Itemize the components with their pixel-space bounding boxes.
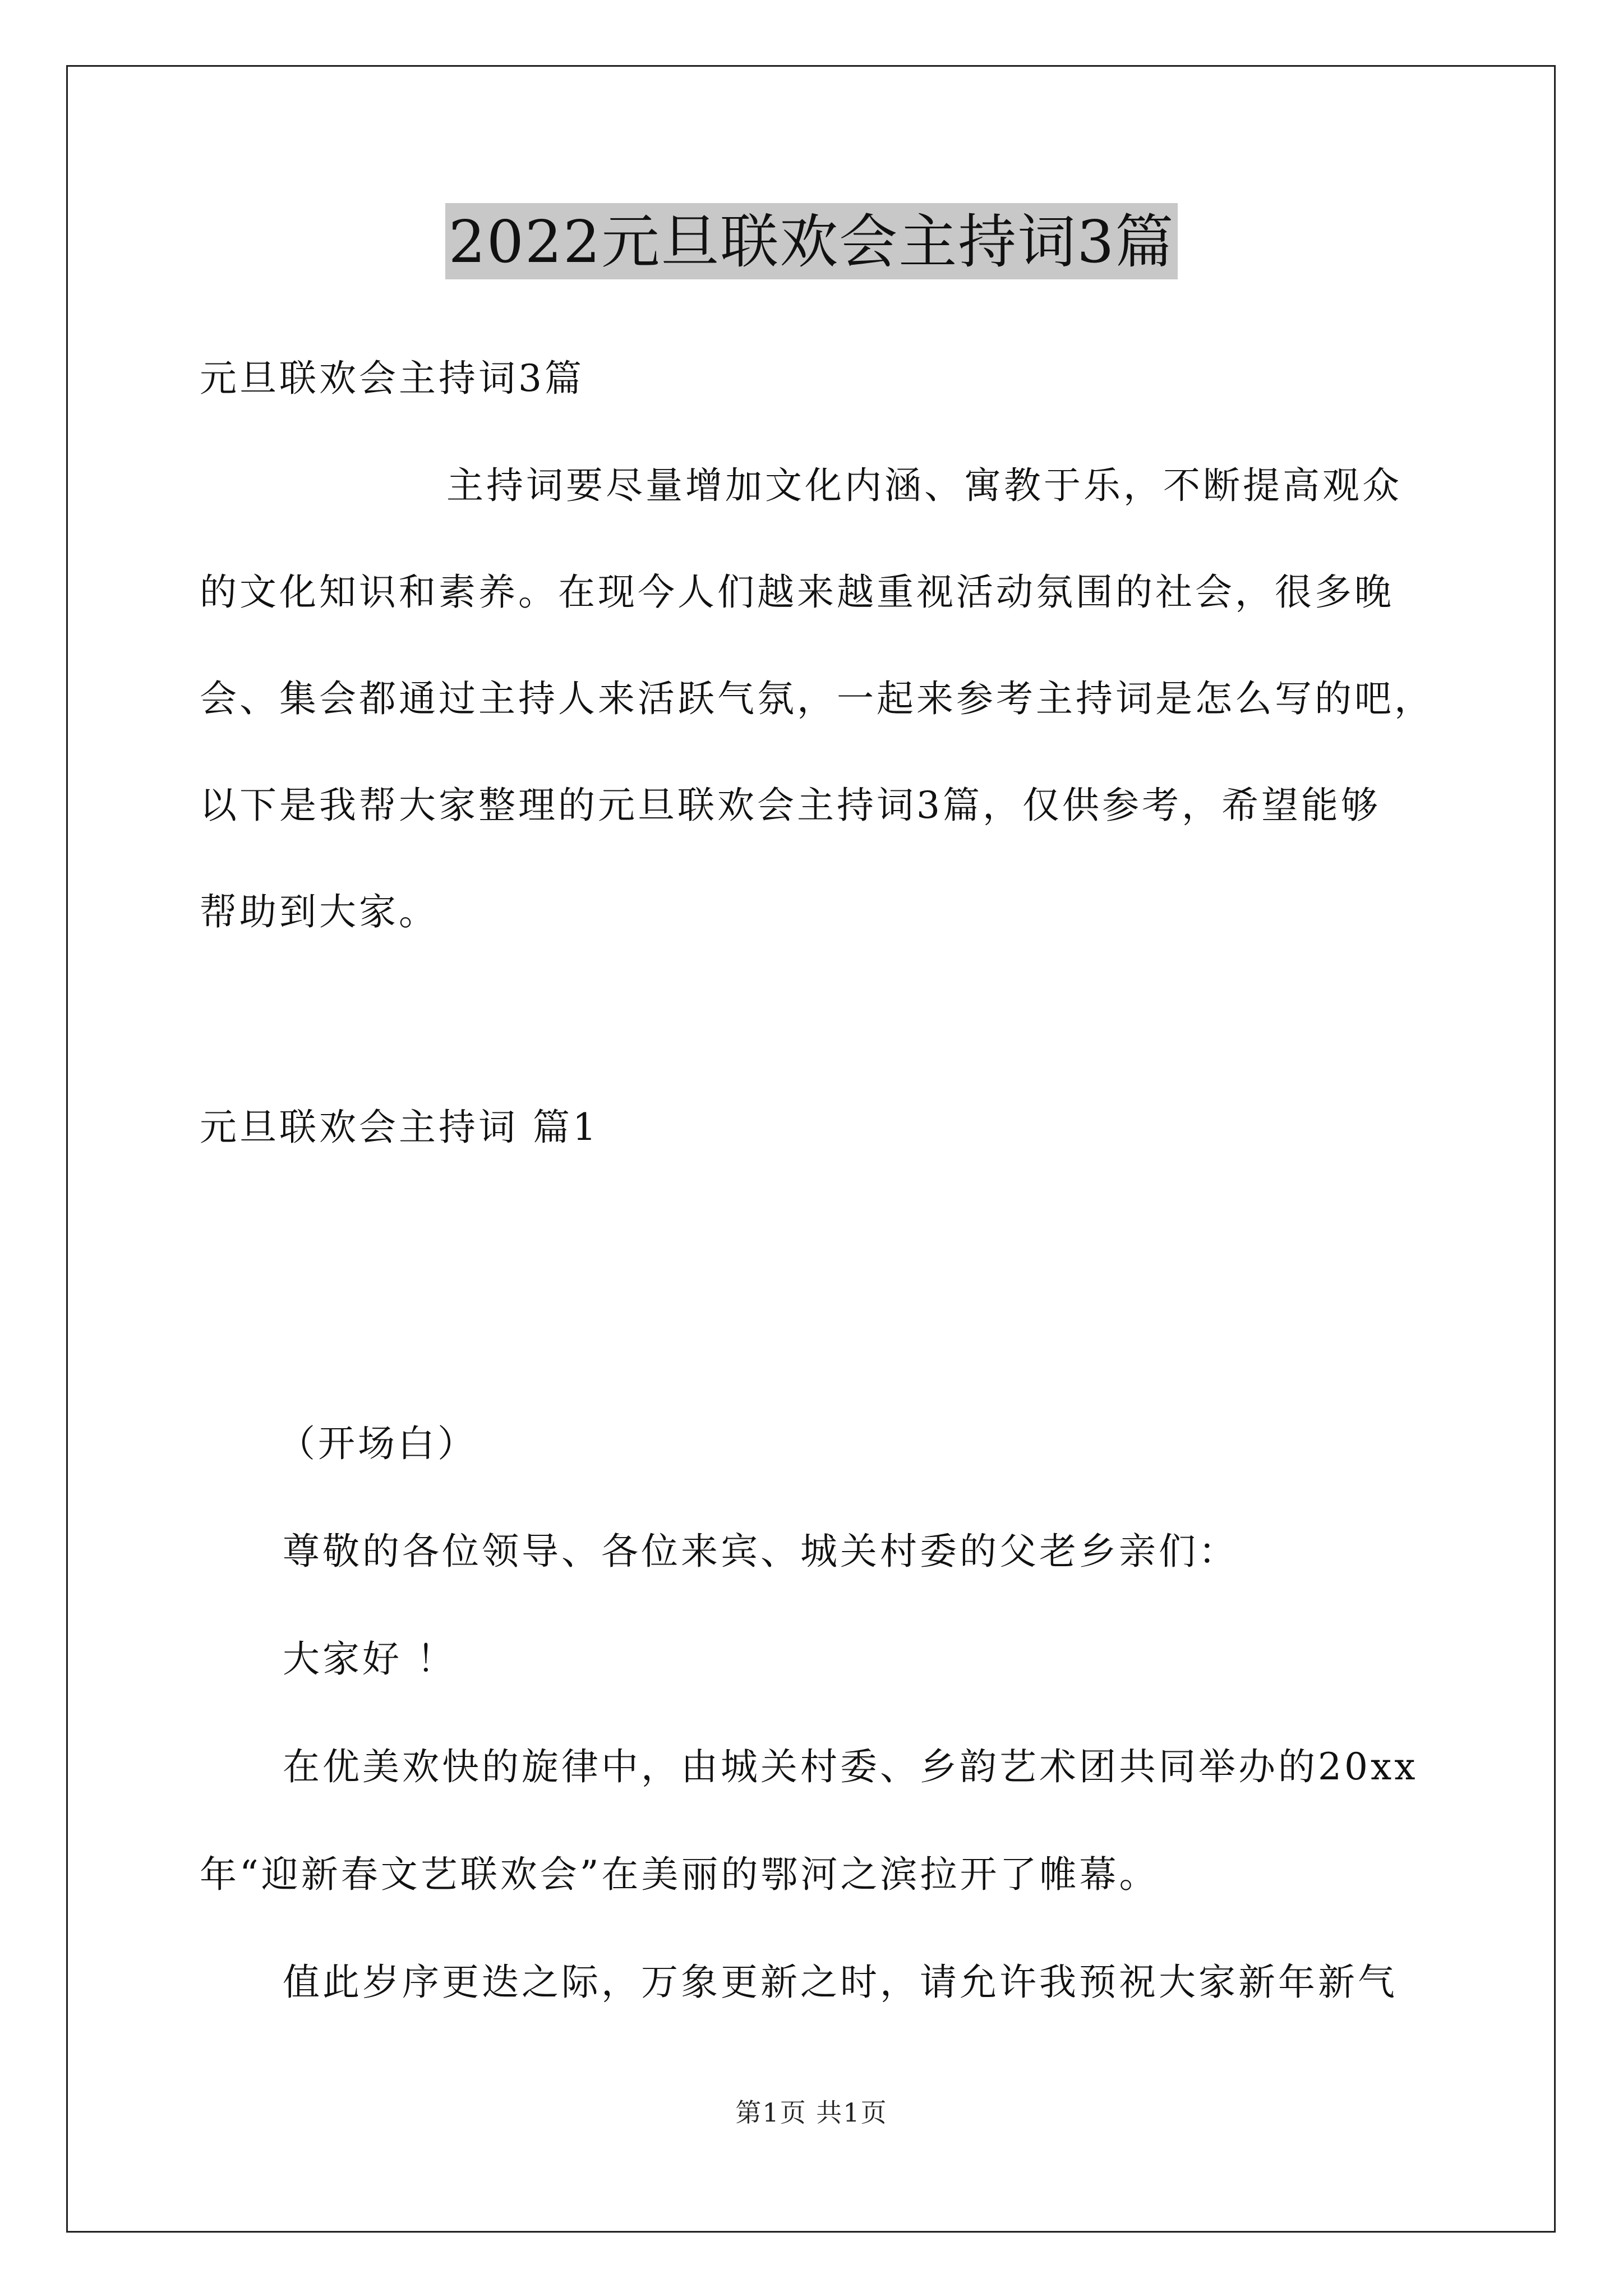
paragraph-line-6: 值此岁序更迭之际，万象更新之时，请允许我预祝大家新年新气 [283,1961,1398,2004]
section-heading: 元旦联欢会主持词 篇1 [200,1106,599,1149]
intro-line-5: 帮助到大家。 [200,890,439,933]
intro-line-1: 主持词要尽量增加文化内涵、寓教于乐，不断提高观众 [446,464,1402,507]
title-container [0,203,1623,279]
intro-line-4: 以下是我帮大家整理的元旦联欢会主持词3篇，仅供参考，希望能够 [200,784,1381,827]
document-title: 2022元旦联欢会主持词3篇 [445,203,1178,279]
intro-line-3: 会、集会都通过主持人来活跃气氛，一起来参考主持词是怎么写的吧， [200,677,1434,720]
page-footer: 第1页 共1页 [735,2097,888,2128]
paragraph-line-4: 在优美欢快的旋律中，由城关村委、乡韵艺术团共同举办的20xx [283,1745,1418,1788]
paragraph-line-5: 年“迎新春文艺联欢会”在美丽的鄂河之滨拉开了帷幕。 [200,1853,1159,1896]
paragraph-line-1: （开场白） [278,1422,477,1465]
paragraph-line-3: 大家好 ！ [283,1637,457,1681]
intro-line-2: 的文化知识和素养。在现今人们越来越重视活动氛围的社会，很多晚 [200,570,1394,614]
subtitle: 元旦联欢会主持词3篇 [200,357,584,400]
paragraph-line-2: 尊敬的各位领导、各位来宾、城关村委的父老乡亲们： [283,1530,1238,1573]
